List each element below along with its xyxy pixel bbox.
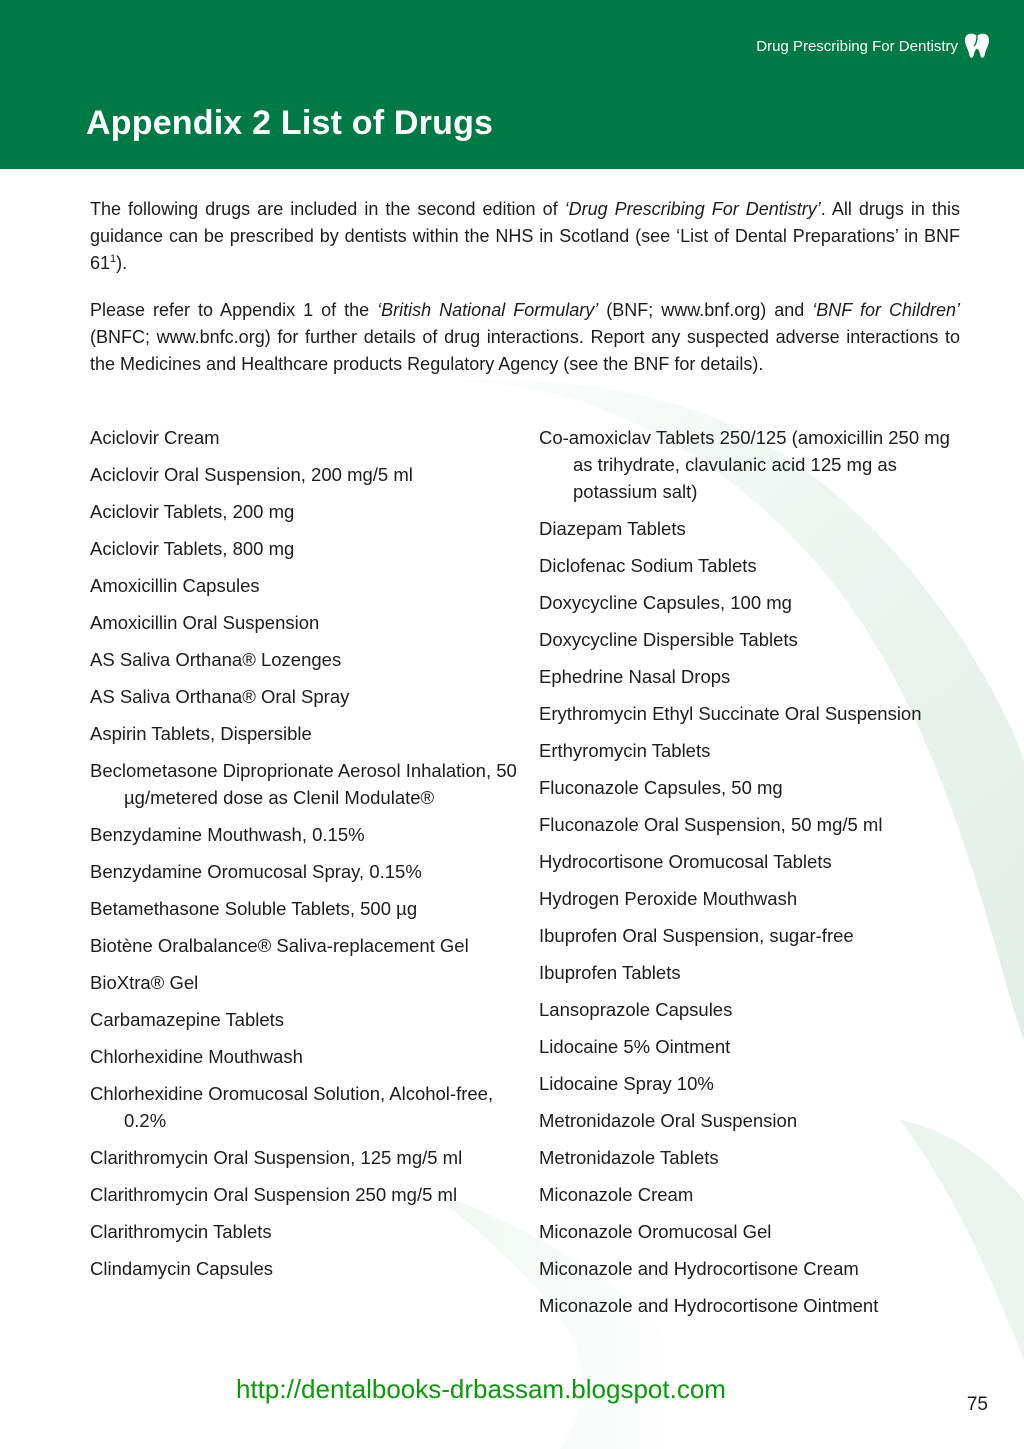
drug-list-item: Diazepam Tablets — [539, 518, 686, 539]
drug-list-item: Aspirin Tablets, Dispersible — [90, 723, 312, 744]
intro-paragraph-1: The following drugs are included in the second edition of ‘Drug Prescribing For Dentistry’. All drugs in this guidance can be prescribed by dentists within the NHS in Scotland (see ‘List of Dental Preparations’ in BNF $61^1$). — [90, 199, 960, 273]
drug-list-item: Lidocaine Spray 10% — [539, 1073, 714, 1094]
drug-list-item: Lidocaine 5% Ointment — [539, 1036, 731, 1057]
drug-list-item: Beclometasone Diproprionate Aerosol Inhalation, 50 µg/metered dose as Clenil Modulate® — [90, 760, 517, 808]
drug-list-item: Erythromycin Ethyl Succinate Oral Suspension — [539, 703, 922, 724]
drug-list-item: Biotène Oralbalance® Saliva-replacement Gel — [90, 935, 469, 956]
drug-list-item: Aciclovir Tablets, 800 mg — [90, 538, 295, 559]
drug-list-item: Clindamycin Capsules — [90, 1258, 274, 1279]
intro-paragraph-2: Please refer to Appendix 1 of the ‘British National Formulary’ (BNF; www.bnf.org) and ‘BNF for Children’ (BNFC; www.bnfc.org) for further details of drug interactions. Report any suspected adverse interactions to the Medicines and Healthcare products Regulatory Agency (see the BNF for details). — [90, 300, 960, 374]
drug-list-item: Chlorhexidine Mouthwash — [90, 1046, 303, 1067]
drug-list-item: Diclofenac Sodium Tablets — [539, 555, 757, 576]
drug-list-right-column — [539, 424, 970, 1329]
drug-lists — [90, 424, 970, 1329]
drug-list-item: Hydrocortisone Oromucosal Tablets — [539, 851, 832, 872]
drug-list-item: Benzydamine Oromucosal Spray, 0.15% — [90, 861, 422, 882]
drug-list-item: Miconazole and Hydrocortisone Ointment — [539, 1295, 879, 1316]
drug-list-item: Aciclovir Tablets, 200 mg — [90, 501, 295, 522]
drug-list-item: Erthyromycin Tablets — [539, 740, 711, 761]
drug-list-item: Miconazole and Hydrocortisone Cream — [539, 1258, 859, 1279]
publication-title: ‘BNF for Children’ — [812, 300, 960, 320]
drug-list-item: Co-amoxiclav Tablets 250/125 (amoxicillin 250 mg as trihydrate, clavulanic acid 125 mg as potassium salt) — [539, 427, 950, 502]
page-title: Appendix 2 List of Drugs — [86, 104, 494, 142]
drug-list-right — [539, 424, 970, 1319]
drug-list-item: Clarithromycin Oral Suspension, 125 mg/5 ml — [90, 1147, 463, 1168]
drug-list-item: Aciclovir Oral Suspension, 200 mg/5 ml — [90, 464, 413, 485]
tooth-icon — [964, 32, 990, 60]
drug-list-item: Benzydamine Mouthwash, 0.15% — [90, 824, 365, 845]
intro-section — [90, 196, 960, 398]
drug-list-item: Hydrogen Peroxide Mouthwash — [539, 888, 798, 909]
running-head — [756, 32, 990, 60]
drug-list-item: Amoxicillin Oral Suspension — [90, 612, 320, 633]
drug-list-left — [90, 424, 539, 1282]
drug-list-left-column — [90, 424, 539, 1329]
page-number: 75 — [966, 1394, 988, 1415]
drug-list-item: AS Saliva Orthana® Lozenges — [90, 649, 342, 670]
drug-list-item: Ibuprofen Oral Suspension, sugar-free — [539, 925, 854, 946]
drug-list-item: Miconazole Cream — [539, 1184, 694, 1205]
drug-list-item: Clarithromycin Tablets — [90, 1221, 272, 1242]
drug-list-item: Doxycycline Capsules, 100 mg — [539, 592, 792, 613]
drug-list-item: Fluconazole Oral Suspension, 50 mg/5 ml — [539, 814, 883, 835]
drug-list-item: Lansoprazole Capsules — [539, 999, 733, 1020]
drug-list-item: Chlorhexidine Oromucosal Solution, Alcohol-free, 0.2% — [90, 1083, 494, 1131]
running-head-text: Drug Prescribing For Dentistry — [756, 37, 958, 55]
drug-list-item: Ephedrine Nasal Drops — [539, 666, 731, 687]
drug-list-item: BioXtra® Gel — [90, 972, 199, 993]
drug-list-item: Miconazole Oromucosal Gel — [539, 1221, 772, 1242]
publication-title: ‘British National Formulary’ — [377, 300, 599, 320]
publication-title: ‘Drug Prescribing For Dentistry’ — [564, 199, 821, 219]
drug-list-item: Aciclovir Cream — [90, 427, 220, 448]
drug-list-item: Clarithromycin Oral Suspension 250 mg/5 ml — [90, 1184, 458, 1205]
drug-list-item: Metronidazole Tablets — [539, 1147, 719, 1168]
drug-list-item: Metronidazole Oral Suspension — [539, 1110, 798, 1131]
drug-list-item: Carbamazepine Tablets — [90, 1009, 285, 1030]
footer-url[interactable]: http://dentalbooks-drbassam.blogspot.com — [236, 1374, 726, 1404]
drug-list-item: Doxycycline Dispersible Tablets — [539, 629, 798, 650]
drug-list-item: Amoxicillin Capsules — [90, 575, 260, 596]
page-header — [0, 0, 1024, 169]
drug-list-item: Betamethasone Soluble Tablets, 500 µg — [90, 898, 418, 919]
drug-list-item: Fluconazole Capsules, 50 mg — [539, 777, 783, 798]
drug-list-item: Ibuprofen Tablets — [539, 962, 681, 983]
drug-list-item: AS Saliva Orthana® Oral Spray — [90, 686, 350, 707]
footnote-ref: 1 — [110, 253, 117, 265]
